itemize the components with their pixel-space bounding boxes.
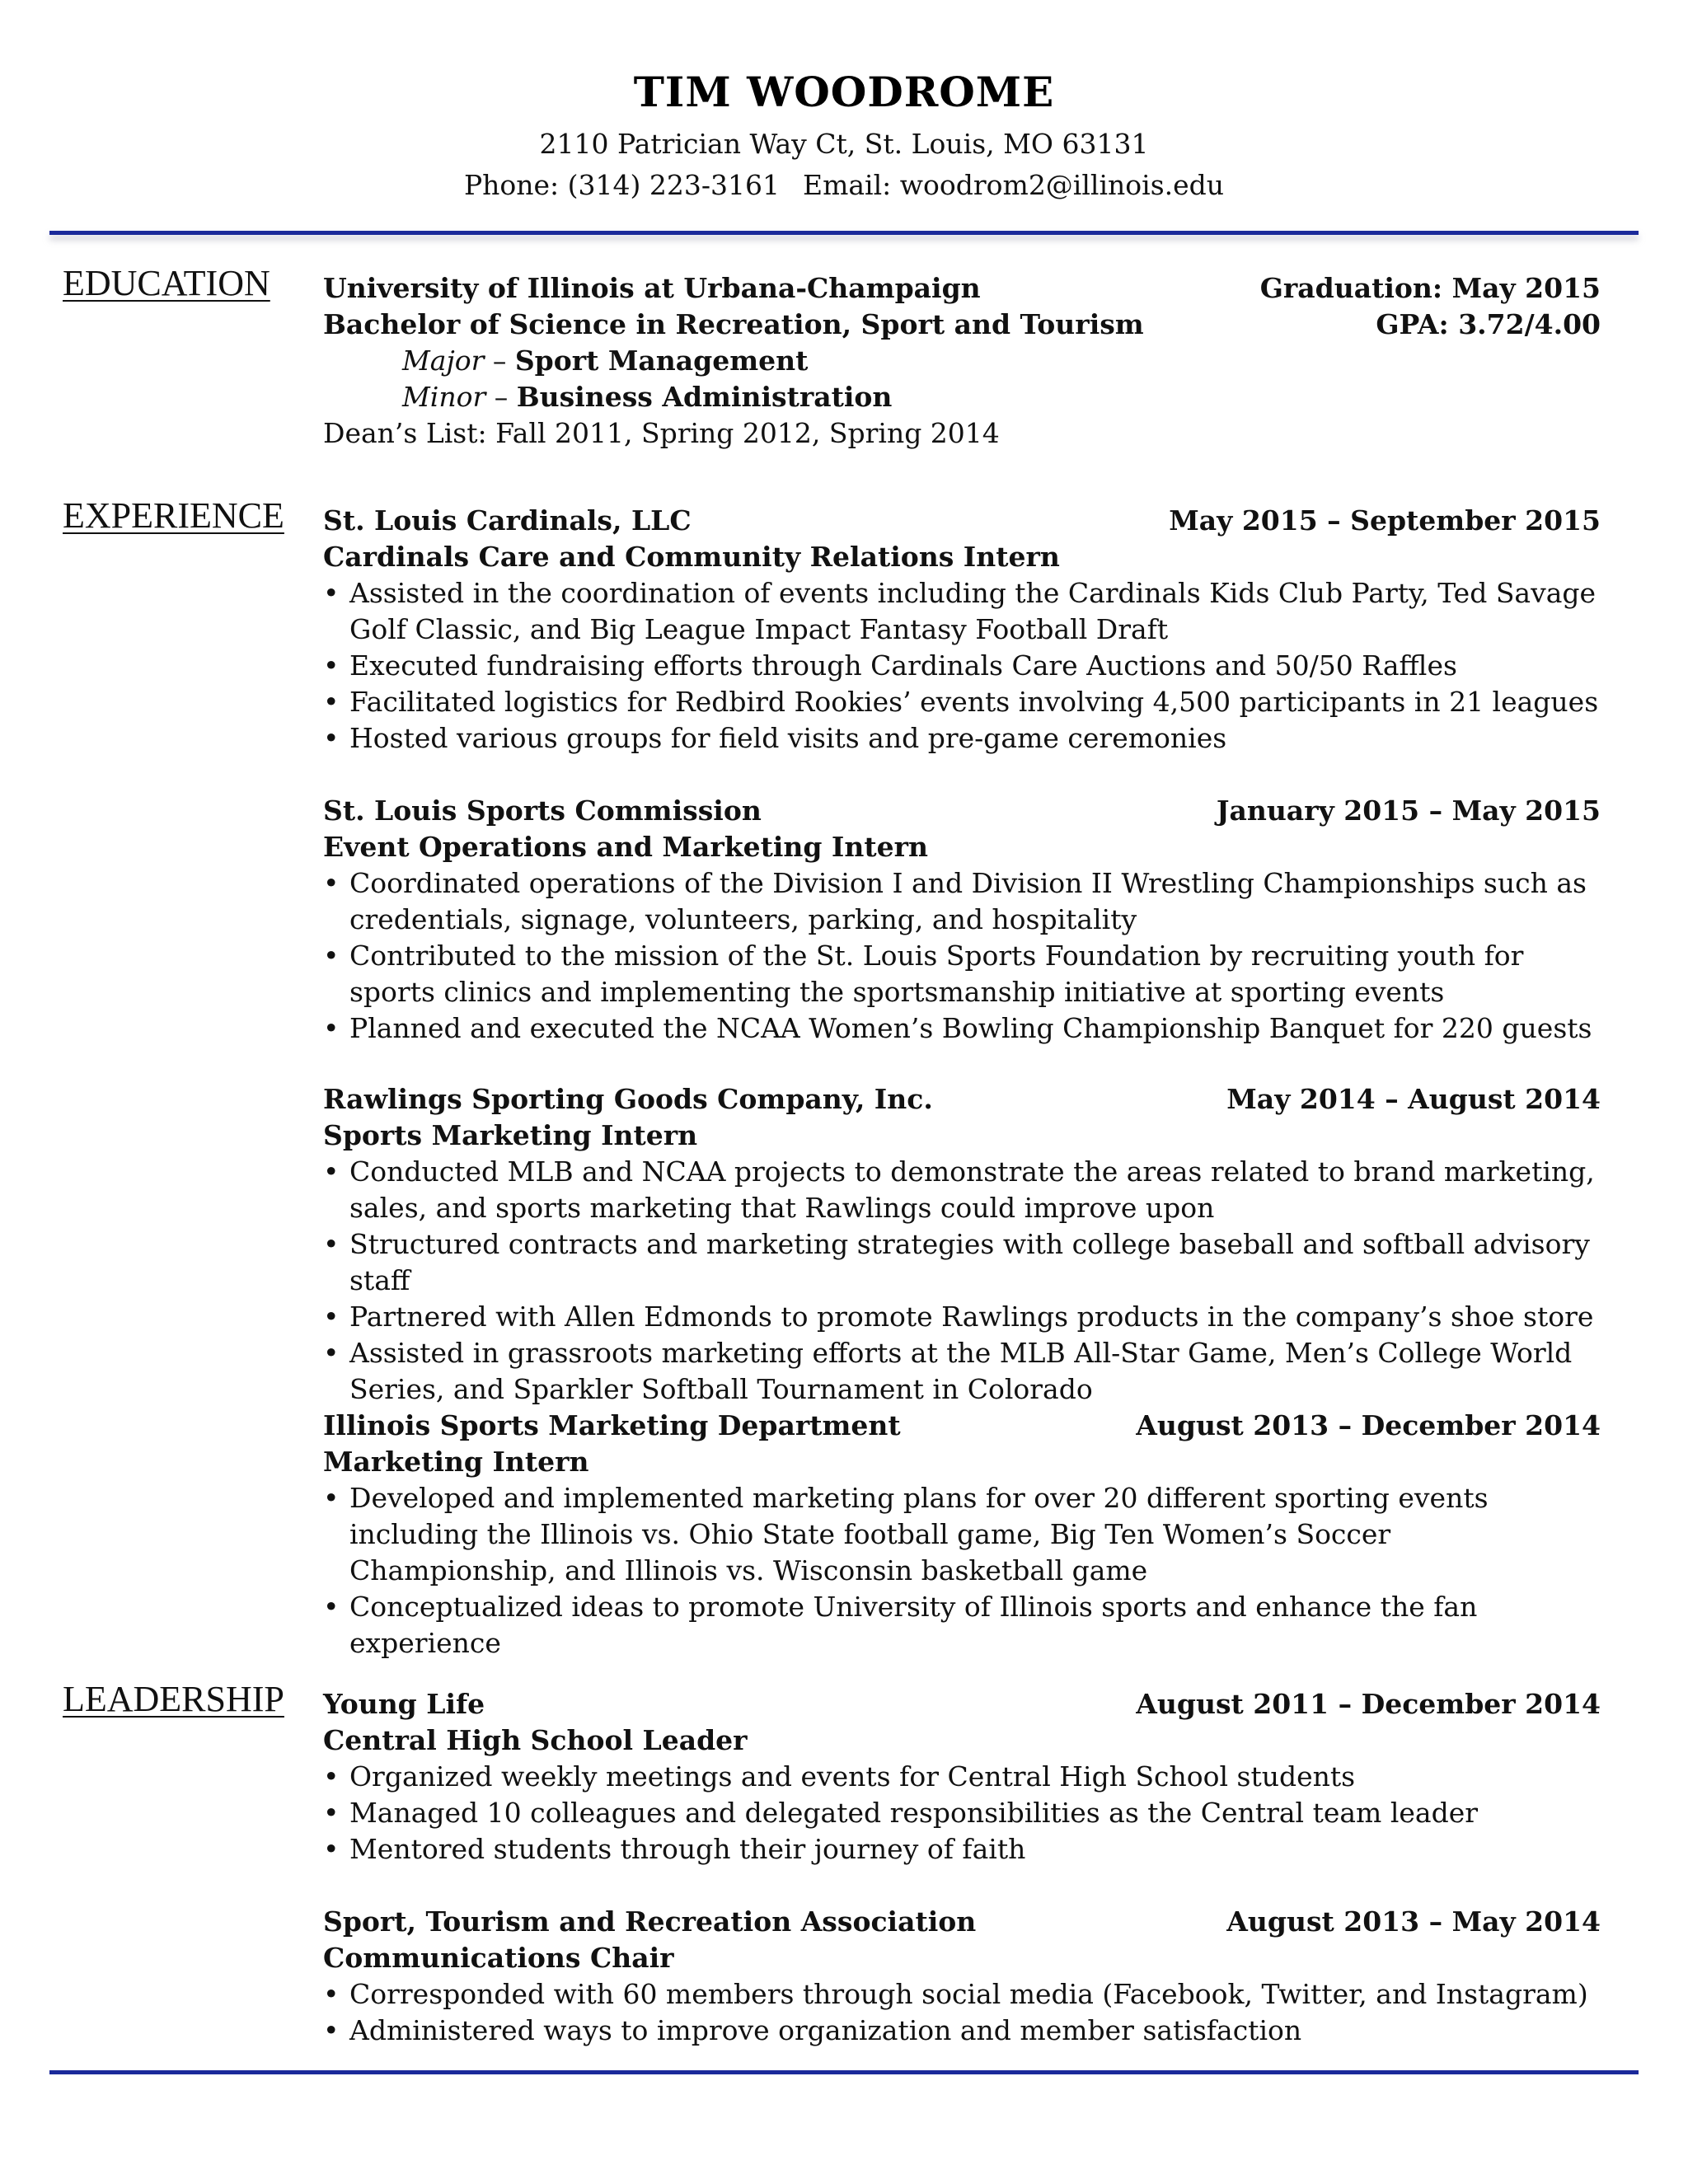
job-bullets [323, 1154, 1601, 1408]
major-line: Major – Sport Management [402, 344, 809, 377]
job-entry [323, 793, 1601, 1047]
section-title-education: EDUCATION [63, 263, 270, 303]
section-title-experience: EXPERIENCE [63, 495, 284, 536]
job-org: Rawlings Sporting Goods Company, Inc. [323, 1083, 933, 1115]
list-item: • Assisted in the coordination of events including the Cardinals Kids Club Party, Ted Savage Golf Classic, and Big League Impact Fantasy Football Draft [323, 575, 1601, 648]
major: Sport Management [514, 344, 809, 377]
leadership-bullets [323, 1976, 1601, 2049]
list-item: • Organized weekly meetings and events for Central High School students [323, 1759, 1601, 1795]
job-bullets [323, 1480, 1601, 1661]
school-name: University of Illinois at Urbana-Champaign [323, 272, 981, 304]
job-org: St. Louis Cardinals, LLC [323, 504, 692, 537]
list-item: • Conducted MLB and NCAA projects to demonstrate the areas related to brand marketing, sales, and sports marketing that Rawlings could improve upon [323, 1154, 1601, 1226]
job-role: Marketing Intern [323, 1446, 589, 1478]
leadership-dates: August 2013 – May 2014 [1226, 1905, 1601, 1938]
phone: Phone: (314) 223-3161 [463, 169, 780, 201]
contact-info [0, 169, 1688, 201]
job-bullets [323, 865, 1601, 1047]
list-item: • Corresponded with 60 members through social media (Facebook, Twitter, and Instagram) [323, 1976, 1601, 2013]
list-item: • Developed and implemented marketing plans for over 20 different sporting events including the Illinois vs. Ohio State football game, Big Ten Women’s Soccer Championship, and Illinois vs. Wisconsin basketball game [323, 1480, 1601, 1589]
graduation-date: Graduation: May 2015 [1259, 272, 1601, 304]
education-degree-row [323, 307, 1601, 343]
email: Email: woodrom2@illinois.edu [803, 169, 1225, 201]
job-entry [323, 1081, 1601, 1408]
leadership-entry [323, 1686, 1601, 1868]
list-item: • Conceptualized ideas to promote University of Illinois sports and enhance the fan experience [323, 1589, 1601, 1661]
leadership-role: Central High School Leader [323, 1724, 748, 1756]
job-role: Cardinals Care and Community Relations Intern [323, 541, 1060, 573]
list-item: • Hosted various groups for field visits and pre-game ceremonies [323, 720, 1601, 757]
list-item: • Managed 10 colleagues and delegated responsibilities as the Central team leader [323, 1795, 1601, 1831]
leadership-entry [323, 1904, 1601, 2049]
education-school-row [323, 270, 1601, 307]
job-role: Event Operations and Marketing Intern [323, 831, 928, 863]
gpa: GPA: 3.72/4.00 [1376, 308, 1601, 340]
job-entry [323, 1408, 1601, 1661]
minor: Business Administration [516, 381, 893, 413]
job-org: Illinois Sports Marketing Department [323, 1409, 901, 1441]
list-item: • Assisted in grassroots marketing efforts at the MLB All-Star Game, Men’s College World Series, and Sparkler Softball Tournament in Colorado [323, 1335, 1601, 1408]
job-dates: May 2014 – August 2014 [1226, 1083, 1601, 1115]
list-item: • Executed fundraising efforts through Cardinals Care Auctions and 50/50 Raffles [323, 648, 1601, 684]
footer-divider [49, 2070, 1639, 2074]
job-dates: May 2015 – September 2015 [1169, 504, 1601, 537]
list-item: • Contributed to the mission of the St. Louis Sports Foundation by recruiting youth for sports clinics and implementing the sportsmanship initiative at sporting events [323, 938, 1601, 1010]
list-item: • Structured contracts and marketing strategies with college baseball and softball advisory staff [323, 1226, 1601, 1299]
list-item: • Planned and executed the NCAA Women’s Bowling Championship Banquet for 220 guests [323, 1010, 1601, 1047]
leadership-role: Communications Chair [323, 1942, 674, 1974]
job-bullets [323, 575, 1601, 757]
list-item: • Partnered with Allen Edmonds to promote Rawlings products in the company’s shoe store [323, 1299, 1601, 1335]
address: 2110 Patrician Way Ct, St. Louis, MO 63131 [539, 128, 1149, 160]
list-item: • Coordinated operations of the Division I and Division II Wrestling Championships such as credentials, signage, volunteers, parking, and hospitality [323, 865, 1601, 938]
job-role: Sports Marketing Intern [323, 1119, 698, 1151]
deans-list: Dean’s List: Fall 2011, Spring 2012, Spring 2014 [323, 417, 1000, 449]
job-org: St. Louis Sports Commission [323, 794, 762, 827]
leadership-org: Sport, Tourism and Recreation Association [323, 1905, 977, 1938]
minor-line: Minor – Business Administration [402, 381, 893, 413]
job-dates: January 2015 – May 2015 [1216, 794, 1601, 827]
job-entry [323, 503, 1601, 757]
list-item: • Administered ways to improve organization and member satisfaction [323, 2013, 1601, 2049]
section-title-leadership: LEADERSHIP [63, 1679, 284, 1719]
degree: Bachelor of Science in Recreation, Sport and Tourism [323, 308, 1144, 340]
list-item: • Facilitated logistics for Redbird Rookies’ events involving 4,500 participants in 21 leagues [323, 684, 1601, 720]
leadership-dates: August 2011 – December 2014 [1136, 1688, 1601, 1720]
job-dates: August 2013 – December 2014 [1136, 1409, 1601, 1441]
leadership-bullets [323, 1759, 1601, 1868]
candidate-name: TIM WOODROME [633, 68, 1055, 116]
education-entry [323, 270, 1601, 452]
list-item: • Mentored students through their journey of faith [323, 1831, 1601, 1868]
leadership-org: Young Life [323, 1688, 485, 1720]
header-divider [49, 231, 1639, 235]
